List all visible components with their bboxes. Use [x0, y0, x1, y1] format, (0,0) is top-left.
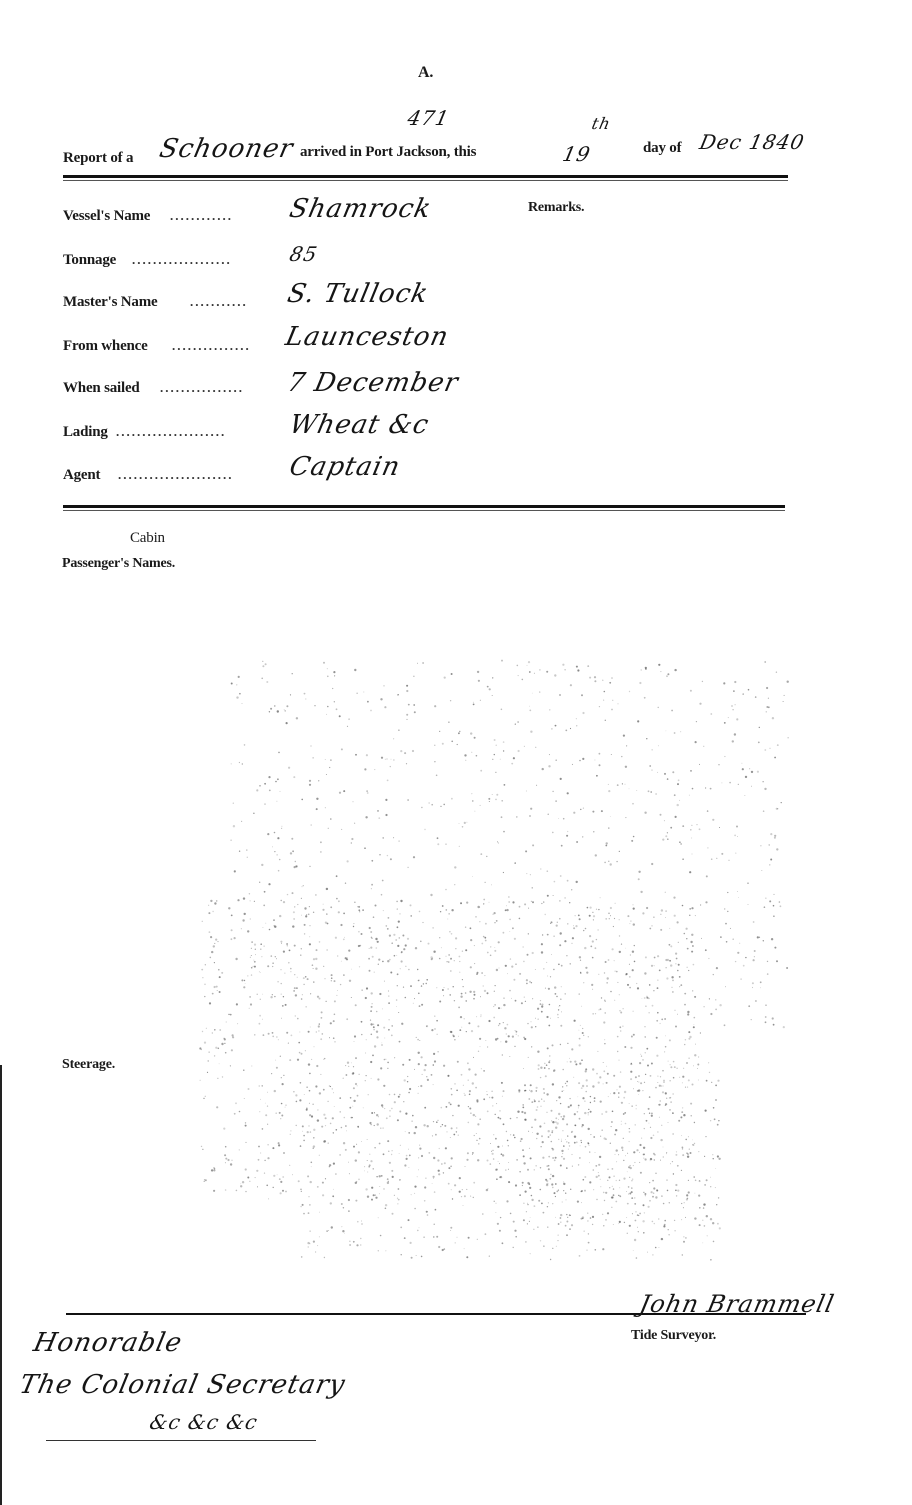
number-annotation: 471 — [405, 106, 452, 130]
from-whence-dots: ............... — [172, 338, 251, 353]
signature-title: Tide Surveyor. — [631, 1328, 717, 1343]
when-sailed-label: When sailed — [63, 380, 140, 396]
day-of-label: day of — [643, 140, 682, 156]
form-letter: A. — [418, 64, 434, 81]
from-whence-value: Launceston — [282, 322, 452, 352]
address-line-2: The Colonial Secretary — [16, 1370, 349, 1400]
address-underline — [46, 1440, 316, 1441]
tonnage-label: Tonnage — [63, 252, 117, 268]
arrived-text: arrived in Port Jackson, this — [300, 144, 477, 160]
report-prefix: Report of a — [63, 150, 134, 166]
lading-label: Lading — [63, 424, 108, 440]
master-name-value: S. Tullock — [284, 279, 432, 309]
month-year-value: Dec 1840 — [697, 130, 807, 154]
vessel-name-dots: ............ — [170, 208, 233, 223]
master-name-label: Master's Name — [63, 294, 158, 310]
address-line-3: &c &c &c — [147, 1410, 261, 1434]
tonnage-dots: ................... — [132, 252, 232, 267]
when-sailed-dots: ................ — [160, 380, 244, 395]
vessel-type-value: Schooner — [156, 134, 297, 164]
agent-label: Agent — [63, 467, 101, 483]
signature-name: John Brammell — [637, 1290, 838, 1318]
agent-value: Captain — [286, 452, 404, 482]
tonnage-value: 85 — [287, 242, 321, 266]
day-suffix: th — [589, 114, 613, 133]
address-line-1: Honorable — [30, 1328, 186, 1358]
vessel-name-value: Shamrock — [286, 194, 435, 224]
steerage-label: Steerage. — [62, 1057, 116, 1072]
passenger-names-label: Passenger's Names. — [62, 556, 176, 571]
vessel-name-label: Vessel's Name — [63, 208, 151, 224]
cabin-label: Cabin — [130, 530, 165, 546]
lading-dots: ..................... — [116, 424, 227, 439]
remarks-label: Remarks. — [528, 200, 585, 215]
when-sailed-value: 7 December — [284, 368, 462, 398]
day-value: 19 — [560, 142, 594, 166]
master-name-dots: ........... — [190, 294, 248, 309]
from-whence-label: From whence — [63, 338, 148, 354]
lading-value: Wheat &c — [286, 410, 432, 440]
page-edge-mark — [0, 1065, 2, 1505]
agent-dots: ...................... — [118, 467, 234, 482]
